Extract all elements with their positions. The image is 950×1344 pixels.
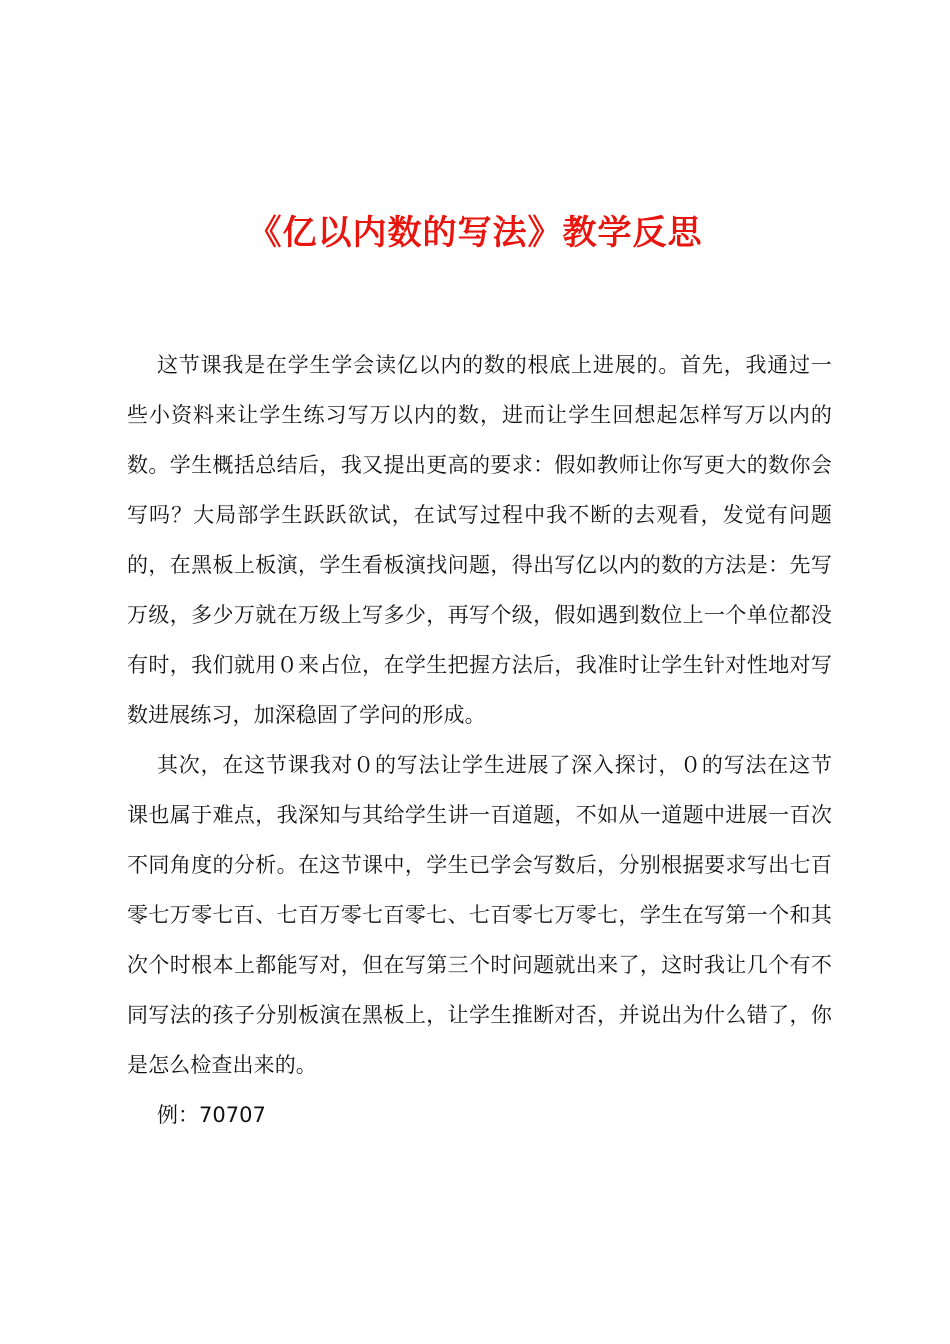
paragraph-2: 其次，在这节课我对０的写法让学生进展了深入探讨，０的写法在这节课也属于难点，我深知与其给学生讲一百道题，不如从一道题中进展一百次不同角度的分析。在这节课中，学生已学会写数后，分别根据要求写出七百零七万零七百、七百万零七百零七、七百零七万零七，学生在写第一个和其次个时根本上都能写对，但在写第三个时问题就出来了，这时我让几个有不同写法的孩子分别板演在黑板上，让学生推断对否，并说出为什么错了，你是怎么检查出来的。 <box>127 753 832 1077</box>
example-line: 例：70707 <box>157 1103 266 1127</box>
document-body <box>127 340 832 1140</box>
paragraph-1: 这节课我是在学生学会读亿以内的数的根底上进展的。首先，我通过一些小资料来让学生练习写万以内的数，进而让学生回想起怎样写万以内的数。学生概括总结后，我又提出更高的要求：假如教师让你写更大的数你会写吗？大局部学生跃跃欲试，在试写过程中我不断的去观看，发觉有问题的，在黑板上板演，学生看板演找问题，得出写亿以内的数的方法是：先写万级，多少万就在万级上写多少，再写个级，假如遇到数位上一个单位都没有时，我们就用０来占位，在学生把握方法后，我准时让学生针对性地对写数进展练习，加深稳固了学问的形成。 <box>127 353 832 727</box>
document-title: 《亿以内数的写法》教学反思 <box>247 213 703 253</box>
